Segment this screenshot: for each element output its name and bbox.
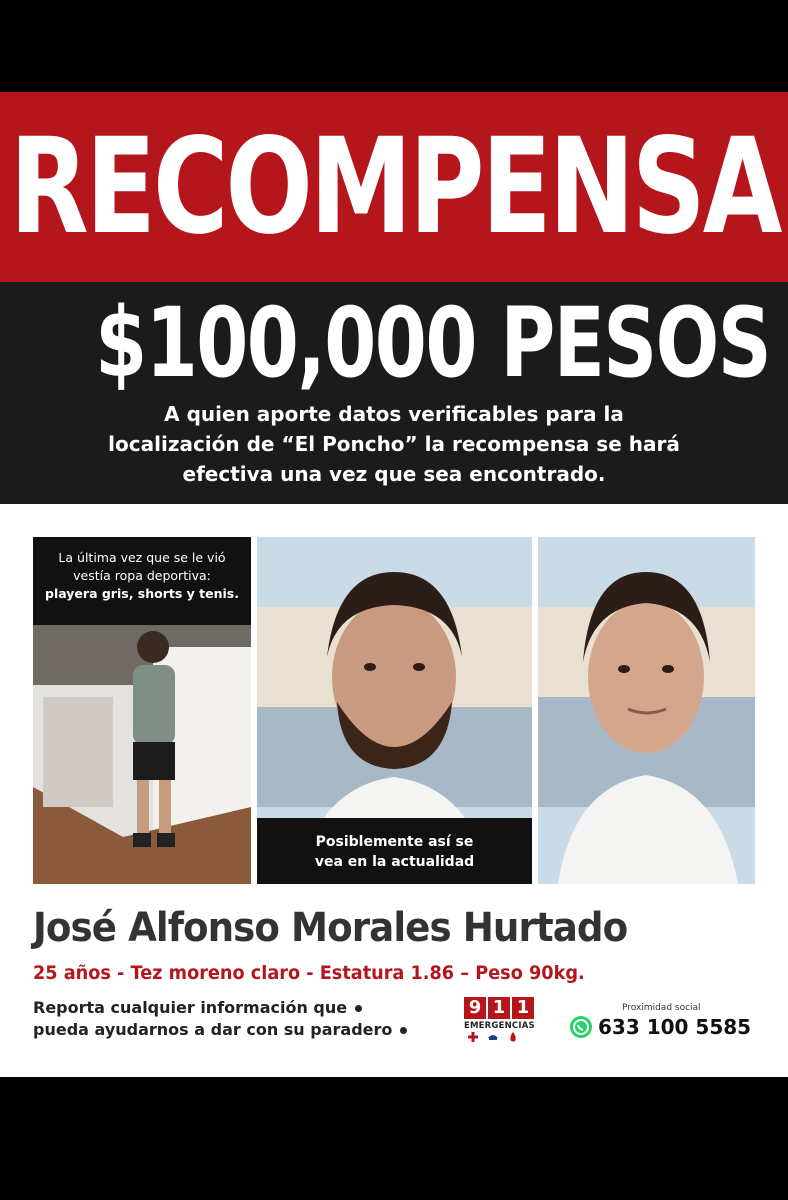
reward-description [60,399,728,489]
caption-line: vestía ropa deportiva: [73,568,211,583]
current-look-caption [257,818,532,884]
bottom-black-bar [0,1077,788,1200]
contact-phone-number[interactable]: 633 100 5585 [598,1015,752,1039]
description-line: efectiva una vez que sea encontrado. [182,462,606,486]
reward-amount-text: $100,000 PESOS [95,287,771,399]
report-line [33,1019,443,1041]
person-details [33,964,755,983]
caption-line-bold: playera gris, shorts y tenis. [45,586,239,601]
headline-band [0,92,788,282]
headline: RECOMPENSA [9,110,779,264]
description-line: A quien aporte datos verificables para la [164,402,624,426]
caption-line: Posiblemente así se [315,834,474,850]
person-details-text: 25 años - Tez moreno claro - Estatura 1.86 – Peso 90kg. [33,962,585,984]
shaven-portrait-photo [538,537,755,884]
social-phone-row [570,1015,760,1039]
person-name-text: José Alfonso Morales Hurtado [33,905,628,951]
caption-line: La última vez que se le vió [58,550,226,565]
emergency-911-logo [464,997,538,1053]
social-label: Proximidad social [622,1003,701,1013]
whatsapp-icon [570,1016,592,1038]
medical-cross-icon [468,1032,478,1042]
police-cap-icon [488,1032,498,1042]
emergency-label: EMERGENCIAS [464,1021,535,1031]
bullet-dot-icon [400,1027,407,1034]
social-contact [570,1003,760,1039]
top-black-bar [0,0,788,92]
report-line [33,997,443,1019]
reward-amount [0,287,788,399]
fire-icon [508,1032,518,1042]
emergency-digit: 1 [488,997,510,1019]
clothing-caption [33,537,251,625]
person-name [33,905,755,951]
report-instructions [33,997,443,1041]
report-line-text: pueda ayudarnos a dar con su paradero [33,1020,393,1039]
emergency-digit: 1 [512,997,534,1019]
emergency-icons [464,1032,538,1042]
emergency-digit: 9 [464,997,486,1019]
caption-line: vea en la actualidad [314,854,475,870]
emergency-digits [464,997,538,1019]
bullet-dot-icon [355,1005,362,1012]
description-line: localización de “El Poncho” la recompensa se hará [108,432,680,456]
report-line-text: Reporta cualquier información que [33,998,348,1017]
